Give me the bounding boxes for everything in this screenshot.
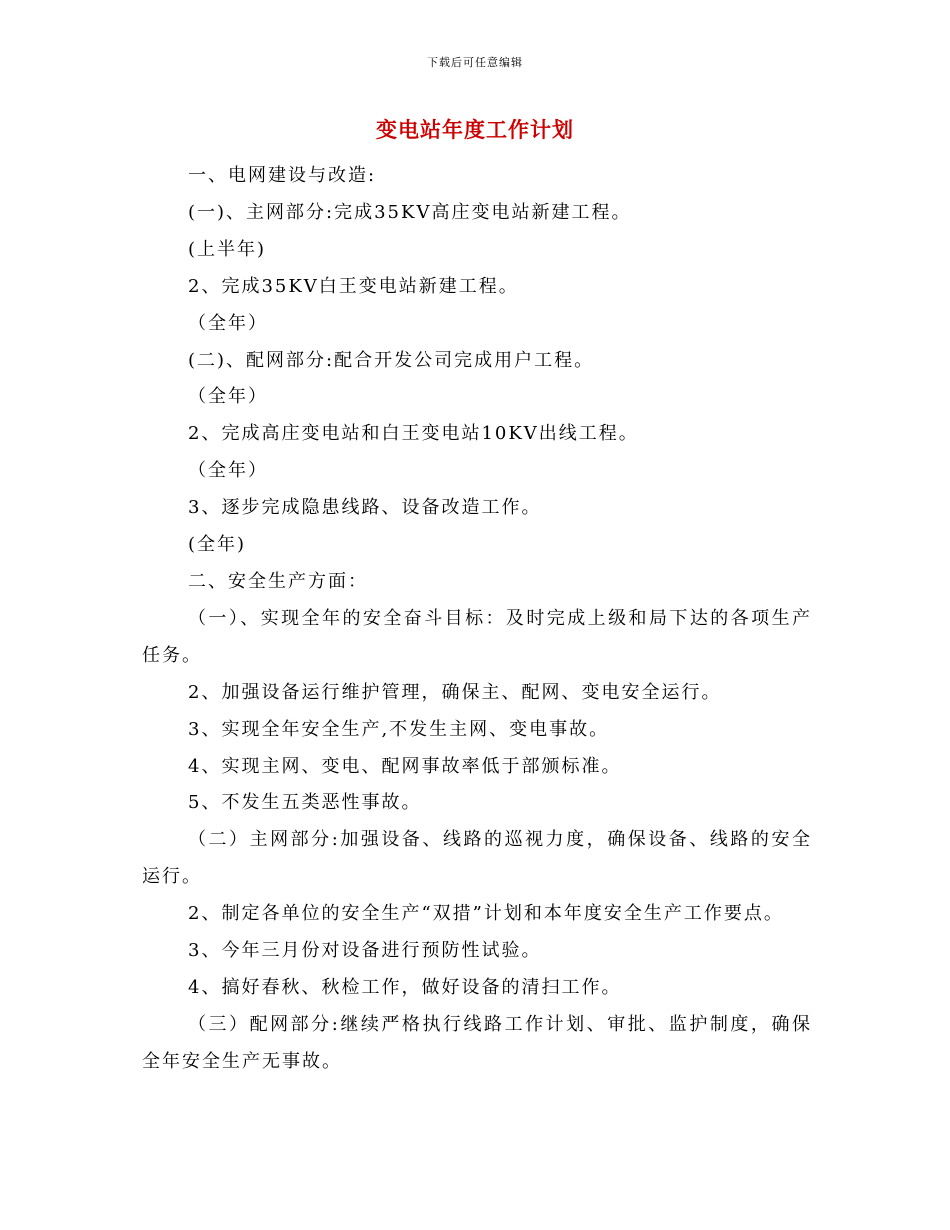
paragraph: (一)、主网部分:完成35KV高庄变电站新建工程。 bbox=[188, 201, 632, 223]
paragraph: 2、制定各单位的安全生产“双措”计划和本年度安全生产工作要点。 bbox=[188, 903, 784, 925]
paragraph: 2、完成高庄变电站和白王变电站10KV出线工程。 bbox=[188, 423, 639, 445]
paragraph: (全年) bbox=[188, 534, 247, 556]
paragraph: 3、今年三月份对设备进行预防性试验。 bbox=[188, 940, 542, 962]
paragraph: 一、电网建设与改造: bbox=[188, 165, 377, 186]
paragraph: 2、加强设备运行维护管理，确保主、配网、变电安全运行。 bbox=[188, 681, 722, 703]
paragraph: （全年） bbox=[188, 460, 268, 482]
paragraph: 3、逐步完成隐患线路、设备改造工作。 bbox=[188, 497, 542, 519]
paragraph: （一）、实现全年的安全奋斗目标：及时完成上级和局下达的各项生产任务。 bbox=[142, 607, 812, 666]
paragraph: （全年） bbox=[188, 312, 268, 334]
document-title: 变电站年度工作计划 bbox=[376, 118, 574, 142]
paragraph: （二）主网部分:加强设备、线路的巡视力度，确保设备、线路的安全运行。 bbox=[142, 829, 812, 888]
paragraph: 3、实现全年安全生产,不发生主网、变电事故。 bbox=[188, 718, 610, 740]
paragraph: （三）配网部分:继续严格执行线路工作计划、审批、监护制度，确保全年安全生产无事故。 bbox=[142, 1013, 812, 1072]
document-body bbox=[142, 158, 812, 1081]
header-note: 下载后可任意编辑 bbox=[427, 56, 523, 69]
paragraph: (上半年) bbox=[188, 238, 267, 260]
paragraph: (二)、配网部分:配合开发公司完成用户工程。 bbox=[188, 349, 595, 371]
paragraph: 二、安全生产方面： bbox=[188, 570, 368, 592]
paragraph: （全年） bbox=[188, 386, 268, 408]
paragraph: 2、完成35KV白王变电站新建工程。 bbox=[188, 275, 519, 297]
paragraph: 5、不发生五类恶性事故。 bbox=[188, 792, 422, 814]
paragraph: 4、搞好春秋、秋检工作，做好设备的清扫工作。 bbox=[188, 976, 622, 998]
paragraph: 4、实现主网、变电、配网事故率低于部颁标准。 bbox=[188, 755, 622, 777]
